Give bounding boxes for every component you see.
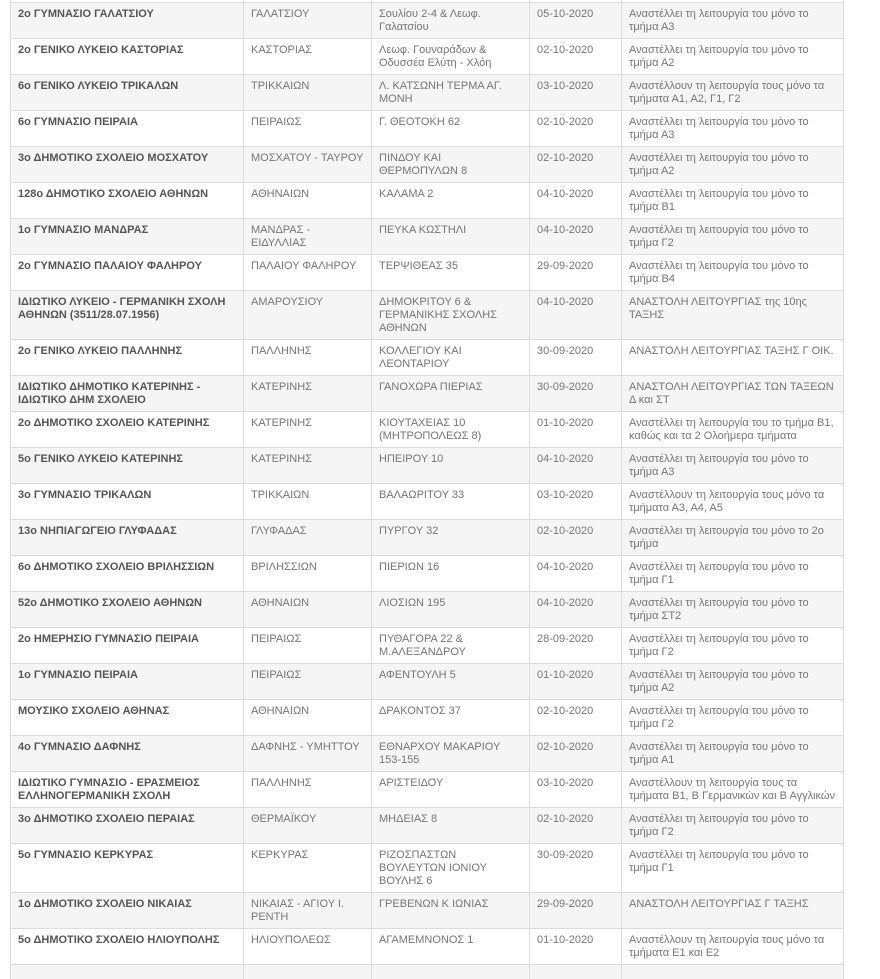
- cell-date: 02-10-2020: [530, 147, 622, 183]
- school-table-body: [11, 3, 844, 965]
- cell-school: ΙΔΙΩΤΙΚΟ ΔΗΜΟΤΙΚΟ ΚΑΤΕΡΙΝΗΣ - ΙΔΙΩΤΙΚΟ ΔΗΜ ΣΧΟΛΕΙΟ: [11, 376, 244, 412]
- cell-address: ΡΙΖΟΣΠΑΣΤΩΝ ΒΟΥΛΕΥΤΩΝ ΙΟΝΙΟΥ ΒΟΥΛΗΣ 6: [372, 844, 530, 893]
- cell-school: 5ο ΓΥΜΝΑΣΙΟ ΚΕΡΚΥΡΑΣ: [11, 844, 244, 893]
- cell-address: ΕΘΝΑΡΧΟΥ ΜΑΚΑΡΙΟΥ 153-155: [372, 736, 530, 772]
- cell-date: 02-10-2020: [530, 808, 622, 844]
- cell-date: 30-09-2020: [530, 376, 622, 412]
- cell-school: 2ο ΓΥΜΝΑΣΙΟ ΓΑΛΑΤΣΙΟΥ: [11, 3, 244, 39]
- cell-municipality: ΠΕΙΡΑΙΩΣ: [244, 628, 372, 664]
- cell-municipality: ΤΡΙΚΚΑΙΩΝ: [244, 75, 372, 111]
- cell-address: ΚΙΟΥΤΑΧΕΙΑΣ 10 (ΜΗΤΡΟΠΟΛΕΩΣ 8): [372, 412, 530, 448]
- table-row: [11, 412, 844, 448]
- cell-date: 30-09-2020: [530, 844, 622, 893]
- cell-status: ΑΝΑΣΤΟΛΗ ΛΕΙΤΟΥΡΓΙΑΣ Γ ΤΑΞΗΣ: [622, 893, 844, 929]
- cell-status: Αναστέλλει τη λειτουργία του μόνο το τμήμα Γ2: [622, 700, 844, 736]
- cell-address: ΜΗΔΕΙΑΣ 8: [372, 808, 530, 844]
- cell-date: 28-09-2020: [530, 628, 622, 664]
- cell-date: 30-09-2020: [530, 340, 622, 376]
- cell-status: Αναστέλλει τη λειτουργία του μόνο το τμήμα Α3: [622, 3, 844, 39]
- cell-address: ΠΙΝΔΟΥ ΚΑΙ ΘΕΡΜΟΠΥΛΩΝ 8: [372, 147, 530, 183]
- cell-school: ΙΔΙΩΤΙΚΟ ΛΥΚΕΙΟ - ΓΕΡΜΑΝΙΚΗ ΣΧΟΛΗ ΑΘΗΝΩΝ (3511/28.07.1956): [11, 291, 244, 340]
- cell-municipality: ΗΛΙΟΥΠΟΛΕΩΣ: [244, 929, 372, 965]
- cell-address: ΓΑΝΟΧΩΡΑ ΠΙΕΡΙΑΣ: [372, 376, 530, 412]
- cell-school: 52ο ΔΗΜΟΤΙΚΟ ΣΧΟΛΕΙΟ ΑΘΗΝΩΝ: [11, 592, 244, 628]
- table-row: [11, 147, 844, 183]
- cell-school: ΙΔΙΩΤΙΚΟ ΓΥΜΝΑΣΙΟ - ΕΡΑΣΜΕΙΟΣ ΕΛΛΗΝΟΓΕΡΜΑΝΙΚΗ ΣΧΟΛΗ: [11, 772, 244, 808]
- cell-date: 04-10-2020: [530, 592, 622, 628]
- cell-municipality: ΠΑΛΑΙΟΥ ΦΑΛΗΡΟΥ: [244, 255, 372, 291]
- cell-address: Σουλίου 2-4 & Λεωφ. Γαλατσίου: [372, 3, 530, 39]
- cell-municipality: ΘΕΡΜΑΪΚΟΥ: [244, 808, 372, 844]
- cell-school: 6ο ΓΥΜΝΑΣΙΟ ΠΕΙΡΑΙΑ: [11, 111, 244, 147]
- cell-address: ΠΥΘΑΓΟΡΑ 22 & Μ.ΑΛΕΞΑΝΔΡΟΥ: [372, 628, 530, 664]
- table-row: [11, 484, 844, 520]
- cell-school: ΜΟΥΣΙΚΟ ΣΧΟΛΕΙΟ ΑΘΗΝΑΣ: [11, 700, 244, 736]
- table-row: [11, 844, 844, 893]
- table-row: [11, 448, 844, 484]
- table-row: [11, 664, 844, 700]
- table-row: [11, 3, 844, 39]
- cell-municipality: ΠΕΙΡΑΙΩΣ: [244, 664, 372, 700]
- cell-municipality: ΜΟΣΧΑΤΟΥ - ΤΑΥΡΟΥ: [244, 147, 372, 183]
- cell-date: 03-10-2020: [530, 772, 622, 808]
- cell-address: ΛΙΟΣΙΩΝ 195: [372, 592, 530, 628]
- cell-school: 128ο ΔΗΜΟΤΙΚΟ ΣΧΟΛΕΙΟ ΑΘΗΝΩΝ: [11, 183, 244, 219]
- cell-address: ΤΕΡΨΙΘΕΑΣ 35: [372, 255, 530, 291]
- cell-address: ΚΑΛΑΜΑ 2: [372, 183, 530, 219]
- cell-school: 2ο ΓΕΝΙΚΟ ΛΥΚΕΙΟ ΠΑΛΛΗΝΗΣ: [11, 340, 244, 376]
- cell-status: Αναστέλλει τη λειτουργία του μόνο το τμήμα Γ2: [622, 219, 844, 255]
- cell-date: 29-09-2020: [530, 255, 622, 291]
- partial-cell: [372, 965, 530, 979]
- cell-date: 03-10-2020: [530, 75, 622, 111]
- cell-municipality: ΚΕΡΚΥΡΑΣ: [244, 844, 372, 893]
- cell-municipality: ΠΑΛΛΗΝΗΣ: [244, 772, 372, 808]
- cell-municipality: ΚΑΤΕΡΙΝΗΣ: [244, 376, 372, 412]
- cell-address: ΗΠΕΙΡΟΥ 10: [372, 448, 530, 484]
- cell-address: ΓΡΕΒΕΝΩΝ Κ ΙΩΝΙΑΣ: [372, 893, 530, 929]
- table-row: [11, 628, 844, 664]
- cell-date: 04-10-2020: [530, 291, 622, 340]
- table-row: [11, 556, 844, 592]
- cell-school: 3ο ΓΥΜΝΑΣΙΟ ΤΡΙΚΑΛΩΝ: [11, 484, 244, 520]
- cell-address: Λεωφ. Γουναράδων & Οδυσσέα Ελύτη - Χλόη: [372, 39, 530, 75]
- cell-status: Αναστέλλει τη λειτουργία του μόνο το τμήμα Γ2: [622, 808, 844, 844]
- cell-address: ΔΡΑΚΟΝΤΟΣ 37: [372, 700, 530, 736]
- cell-date: 01-10-2020: [530, 664, 622, 700]
- cell-status: Αναστέλλει τη λειτουργία του το τμήμα Β1, καθώς και τα 2 Ολοήμερα τμήματα: [622, 412, 844, 448]
- partial-cell: [622, 965, 844, 979]
- cell-status: Αναστέλλει τη λειτουργία του μόνο το τμήμα Β1: [622, 183, 844, 219]
- cell-municipality: ΔΑΦΝΗΣ - ΥΜΗΤΤΟΥ: [244, 736, 372, 772]
- cell-status: ΑΝΑΣΤΟΛΗ ΛΕΙΤΟΥΡΓΙΑΣ ΤΩΝ ΤΑΞΕΩΝ Δ και ΣΤ: [622, 376, 844, 412]
- table-row: [11, 75, 844, 111]
- cell-status: Αναστέλλουν τη λειτουργία τους μόνο τα τμήματα Α3, Α4, Α5: [622, 484, 844, 520]
- table-row: [11, 893, 844, 929]
- cell-municipality: ΜΑΝΔΡΑΣ - ΕΙΔΥΛΛΙΑΣ: [244, 219, 372, 255]
- cell-school: 2ο ΓΕΝΙΚΟ ΛΥΚΕΙΟ ΚΑΣΤΟΡΙΑΣ: [11, 39, 244, 75]
- cell-date: 02-10-2020: [530, 736, 622, 772]
- cell-status: Αναστέλλει τη λειτουργία του μόνο το τμήμα Α1: [622, 736, 844, 772]
- cell-municipality: ΑΘΗΝΑΙΩΝ: [244, 592, 372, 628]
- cell-status: Αναστέλλει τη λειτουργία του μόνο το τμήμα Α3: [622, 448, 844, 484]
- table-row: [11, 700, 844, 736]
- schools-table-container: [10, 0, 843, 979]
- cell-address: ΑΡΙΣΤΕΙΔΟΥ: [372, 772, 530, 808]
- cell-date: 02-10-2020: [530, 39, 622, 75]
- table-row: [11, 808, 844, 844]
- table-row: [11, 255, 844, 291]
- cell-municipality: ΝΙΚΑΙΑΣ - ΑΓΙΟΥ Ι. ΡΕΝΤΗ: [244, 893, 372, 929]
- cell-status: Αναστέλλει τη λειτουργία του μόνο το 2ο τμήμα: [622, 520, 844, 556]
- cell-status: Αναστέλλουν τη λειτουργία τους μόνο τα τμήματα Α1, Α2, Γ1, Γ2: [622, 75, 844, 111]
- partial-cell: [244, 965, 372, 979]
- cell-address: ΒΑΛΑΩΡΙΤΟΥ 33: [372, 484, 530, 520]
- cell-school: 2ο ΔΗΜΟΤΙΚΟ ΣΧΟΛΕΙΟ ΚΑΤΕΡΙΝΗΣ: [11, 412, 244, 448]
- cell-status: Αναστέλλει τη λειτουργία του μόνο το τμήμα Γ1: [622, 844, 844, 893]
- cell-status: Αναστέλλει τη λειτουργία του μόνο το τμήμα Γ2: [622, 628, 844, 664]
- cell-status: ΑΝΑΣΤΟΛΗ ΛΕΙΤΟΥΡΓΙΑΣ της 10ης ΤΑΞΗΣ: [622, 291, 844, 340]
- cell-address: ΠΙΕΡΙΩΝ 16: [372, 556, 530, 592]
- cell-date: 04-10-2020: [530, 448, 622, 484]
- cell-status: Αναστέλλει τη λειτουργία του μόνο το τμήμα Α2: [622, 664, 844, 700]
- cell-status: Αναστέλλουν τη λειτουργία τους μόνο τα τμήματα Ε1 και Ε2: [622, 929, 844, 965]
- cell-status: Αναστέλλει τη λειτουργία του μόνο το τμήμα ΣΤ2: [622, 592, 844, 628]
- table-row: [11, 340, 844, 376]
- table-row: [11, 772, 844, 808]
- cell-school: 2ο ΓΥΜΝΑΣΙΟ ΠΑΛΑΙΟΥ ΦΑΛΗΡΟΥ: [11, 255, 244, 291]
- table-row: [11, 39, 844, 75]
- cell-municipality: ΒΡΙΛΗΣΣΙΩΝ: [244, 556, 372, 592]
- table-row: [11, 736, 844, 772]
- cell-school: 1ο ΓΥΜΝΑΣΙΟ ΠΕΙΡΑΙΑ: [11, 664, 244, 700]
- cell-date: 01-10-2020: [530, 929, 622, 965]
- table-row: [11, 520, 844, 556]
- table-row: [11, 183, 844, 219]
- cell-status: Αναστέλλει τη λειτουργία του μόνο το τμήμα Β4: [622, 255, 844, 291]
- cell-date: 04-10-2020: [530, 556, 622, 592]
- cell-status: Αναστέλλει τη λειτουργία του μόνο το τμήμα Α2: [622, 147, 844, 183]
- partial-cell: [11, 965, 244, 979]
- table-row: [11, 111, 844, 147]
- cell-municipality: ΑΘΗΝΑΙΩΝ: [244, 183, 372, 219]
- cell-school: 5ο ΓΕΝΙΚΟ ΛΥΚΕΙΟ ΚΑΤΕΡΙΝΗΣ: [11, 448, 244, 484]
- cell-school: 1ο ΓΥΜΝΑΣΙΟ ΜΑΝΔΡΑΣ: [11, 219, 244, 255]
- cell-address: ΑΦΕΝΤΟΥΛΗ 5: [372, 664, 530, 700]
- table-row: [11, 929, 844, 965]
- cell-municipality: ΤΡΙΚΚΑΙΩΝ: [244, 484, 372, 520]
- cell-date: 03-10-2020: [530, 484, 622, 520]
- cell-address: ΔΗΜΟΚΡΙΤΟΥ 6 & ΓΕΡΜΑΝΙΚΗΣ ΣΧΟΛΗΣ ΑΘΗΝΩΝ: [372, 291, 530, 340]
- cell-municipality: ΚΑΣΤΟΡΙΑΣ: [244, 39, 372, 75]
- cell-address: ΚΟΛΛΕΓΙΟΥ ΚΑΙ ΛΕΟΝΤΑΡΙΟΥ: [372, 340, 530, 376]
- cell-municipality: ΠΕΙΡΑΙΩΣ: [244, 111, 372, 147]
- cell-school: 13ο ΝΗΠΙΑΓΩΓΕΙΟ ΓΛΥΦΑΔΑΣ: [11, 520, 244, 556]
- partial-row-bottom: [11, 965, 844, 979]
- cell-school: 6ο ΔΗΜΟΤΙΚΟ ΣΧΟΛΕΙΟ ΒΡΙΛΗΣΣΙΩΝ: [11, 556, 244, 592]
- cell-school: 4ο ΓΥΜΝΑΣΙΟ ΔΑΦΝΗΣ: [11, 736, 244, 772]
- table-row: [11, 376, 844, 412]
- cell-date: 01-10-2020: [530, 412, 622, 448]
- cell-status: ΑΝΑΣΤΟΛΗ ΛΕΙΤΟΥΡΓΙΑΣ ΤΑΞΗΣ Γ ΟΙΚ.: [622, 340, 844, 376]
- cell-municipality: ΚΑΤΕΡΙΝΗΣ: [244, 412, 372, 448]
- cell-school: 3ο ΔΗΜΟΤΙΚΟ ΣΧΟΛΕΙΟ ΜΟΣΧΑΤΟΥ: [11, 147, 244, 183]
- partial-cell: [530, 965, 622, 979]
- cell-municipality: ΓΛΥΦΑΔΑΣ: [244, 520, 372, 556]
- cell-municipality: ΠΑΛΛΗΝΗΣ: [244, 340, 372, 376]
- cell-school: 3ο ΔΗΜΟΤΙΚΟ ΣΧΟΛΕΙΟ ΠΕΡΑΙΑΣ: [11, 808, 244, 844]
- cell-date: 02-10-2020: [530, 700, 622, 736]
- suspended-schools-table: [10, 0, 844, 979]
- cell-school: 1ο ΔΗΜΟΤΙΚΟ ΣΧΟΛΕΙΟ ΝΙΚΑΙΑΣ: [11, 893, 244, 929]
- table-row: [11, 592, 844, 628]
- table-row: [11, 291, 844, 340]
- cell-date: 02-10-2020: [530, 111, 622, 147]
- cell-municipality: ΑΜΑΡΟΥΣΙΟΥ: [244, 291, 372, 340]
- cell-date: 04-10-2020: [530, 219, 622, 255]
- cell-municipality: ΓΑΛΑΤΣΙΟΥ: [244, 3, 372, 39]
- cell-municipality: ΚΑΤΕΡΙΝΗΣ: [244, 448, 372, 484]
- cell-status: Αναστέλλουν τη λειτουργία τους τα τμήματα Β1, Β Γερμανικών και Β Αγγλικών: [622, 772, 844, 808]
- cell-date: 29-09-2020: [530, 893, 622, 929]
- cell-status: Αναστέλλει τη λειτουργία του μόνο το τμήμα Α2: [622, 39, 844, 75]
- cell-school: 5ο ΔΗΜΟΤΙΚΟ ΣΧΟΛΕΙΟ ΗΛΙΟΥΠΟΛΗΣ: [11, 929, 244, 965]
- cell-address: ΠΥΡΓΟΥ 32: [372, 520, 530, 556]
- cell-address: Λ. ΚΑΤΣΩΝΗ ΤΕΡΜΑ ΑΓ. ΜΟΝΗ: [372, 75, 530, 111]
- cell-status: Αναστέλλει τη λειτουργία του μόνο το τμήμα Α3: [622, 111, 844, 147]
- cell-date: 02-10-2020: [530, 520, 622, 556]
- cell-status: Αναστέλλει τη λειτουργία του μόνο το τμήμα Γ1: [622, 556, 844, 592]
- cell-school: 6ο ΓΕΝΙΚΟ ΛΥΚΕΙΟ ΤΡΙΚΑΛΩΝ: [11, 75, 244, 111]
- cell-date: 05-10-2020: [530, 3, 622, 39]
- cell-municipality: ΑΘΗΝΑΙΩΝ: [244, 700, 372, 736]
- cell-address: Γ. ΘΕΟΤΟΚΗ 62: [372, 111, 530, 147]
- cell-date: 04-10-2020: [530, 183, 622, 219]
- table-row: [11, 219, 844, 255]
- cell-school: 2ο ΗΜΕΡΗΣΙΟ ΓΥΜΝΑΣΙΟ ΠΕΙΡΑΙΑ: [11, 628, 244, 664]
- cell-address: ΠΕΥΚΑ ΚΩΣΤΗΛΙ: [372, 219, 530, 255]
- cell-address: ΑΓΑΜΕΜΝΟΝΟΣ 1: [372, 929, 530, 965]
